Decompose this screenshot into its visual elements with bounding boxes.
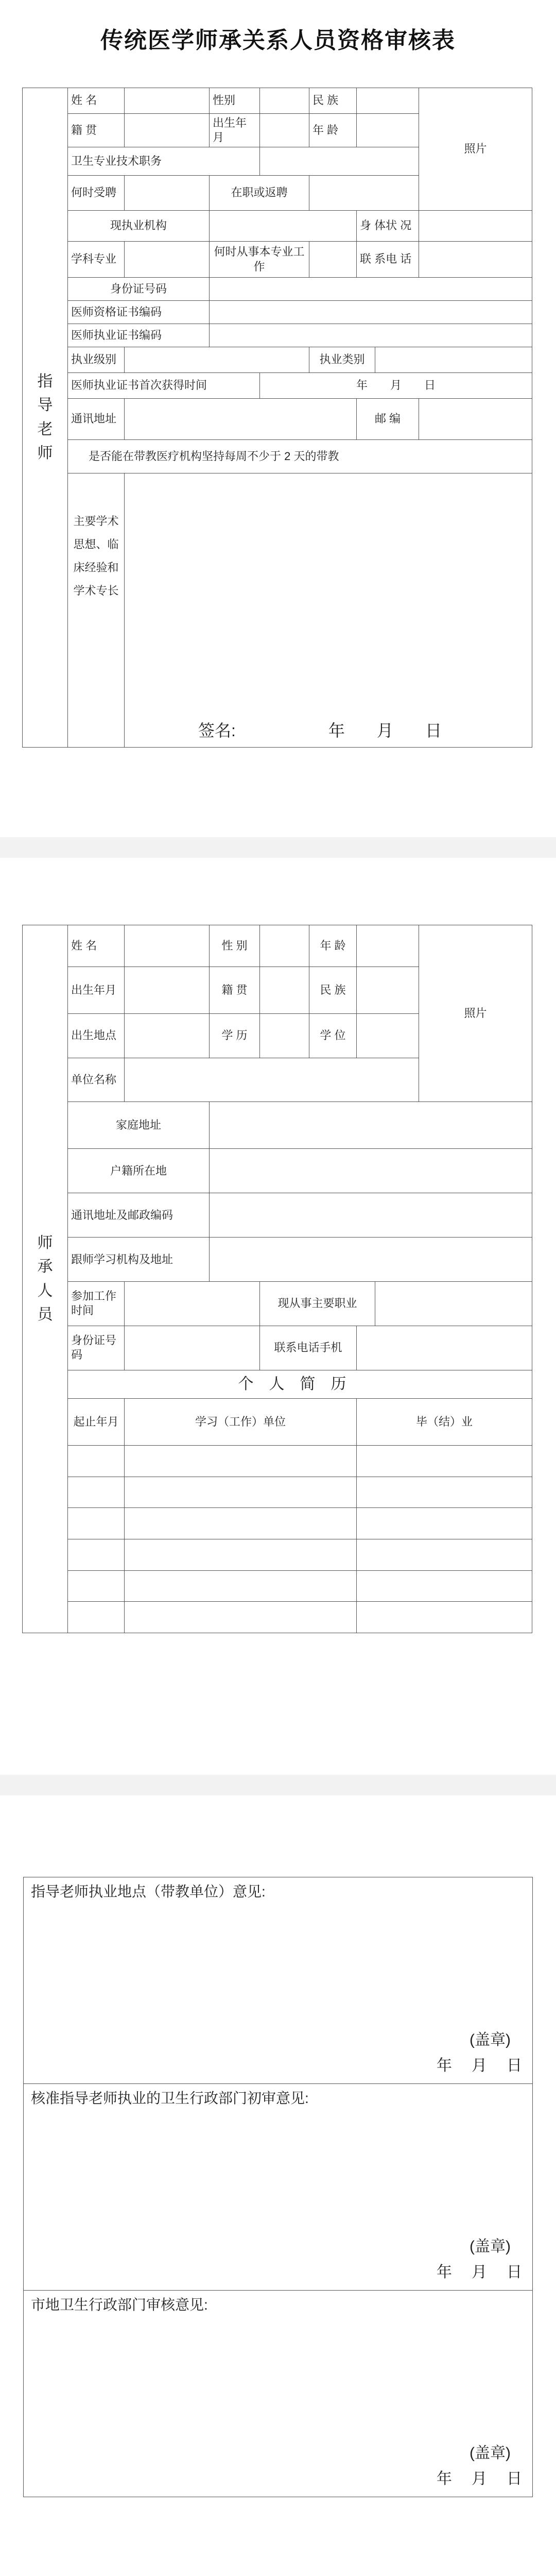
page-apprentice	[0, 858, 556, 1775]
review-block-initial-review[interactable]	[24, 2084, 533, 2291]
label-education: 学 历	[210, 1013, 260, 1058]
resume-cell-unit[interactable]	[125, 1602, 357, 1633]
label-id-no: 身份证号码	[68, 1326, 125, 1370]
field-study-institution[interactable]	[210, 1238, 532, 1282]
field-name[interactable]	[125, 925, 210, 967]
photo-box: 照片	[419, 88, 532, 211]
field-mobile[interactable]	[357, 1326, 532, 1370]
field-institution[interactable]	[210, 211, 357, 242]
sign-month: 月	[376, 721, 393, 740]
resume-cell-unit[interactable]	[125, 1446, 357, 1477]
field-main-work[interactable]	[125, 473, 532, 748]
label-phone: 联 系电 话	[357, 242, 419, 278]
label-since-when: 何时从事本专业工作	[210, 242, 309, 278]
field-birth-date[interactable]	[125, 967, 210, 1013]
label-unit-name: 单位名称	[68, 1058, 125, 1102]
commitment-question: 是否能在带教医疗机构坚持每周不少于 2 天的带教	[68, 440, 532, 473]
page-review	[0, 1795, 556, 2576]
label-practice-cert: 医师执业证书编码	[68, 324, 210, 347]
field-native-place[interactable]	[125, 114, 210, 147]
field-gender[interactable]	[260, 925, 309, 967]
apprentice-form-table	[22, 925, 532, 1633]
field-home-address[interactable]	[210, 1102, 532, 1149]
field-unit-name[interactable]	[125, 1058, 419, 1102]
resume-section-title: 个人简历	[68, 1370, 532, 1399]
resume-col-unit: 学习（工作）单位	[125, 1399, 357, 1446]
label-gender: 性别	[210, 88, 260, 114]
sign-day: 日	[425, 721, 442, 740]
field-practice-level[interactable]	[125, 347, 309, 373]
page-teacher	[0, 0, 556, 837]
label-mail-address: 通讯地址及邮政编码	[68, 1193, 210, 1238]
resume-cell-period[interactable]	[68, 1446, 125, 1477]
resume-cell-unit[interactable]	[125, 1570, 357, 1602]
field-health[interactable]	[419, 211, 532, 242]
review-date-2: 年 月 日	[437, 2264, 522, 2281]
label-health: 身 体状 况	[357, 211, 419, 242]
label-qualification-cert: 医师资格证书编码	[68, 301, 210, 324]
label-practice-level: 执业级别	[68, 347, 125, 373]
review-seal-3: (盖章)	[470, 2445, 511, 2462]
label-study-institution: 跟师学习机构及地址	[68, 1238, 210, 1282]
resume-cell-graduate[interactable]	[357, 1508, 532, 1539]
label-name: 姓 名	[68, 88, 125, 114]
label-ethnicity: 民 族	[309, 88, 357, 114]
resume-col-period: 起止年月	[68, 1399, 125, 1446]
resume-cell-graduate[interactable]	[357, 1477, 532, 1508]
label-address: 通讯地址	[68, 399, 125, 440]
field-household[interactable]	[210, 1149, 532, 1193]
label-degree: 学 位	[309, 1013, 357, 1058]
field-age[interactable]	[357, 925, 419, 967]
resume-row	[23, 1602, 532, 1633]
resume-cell-period[interactable]	[68, 1602, 125, 1633]
field-job-status[interactable]	[309, 176, 419, 211]
field-mail-address[interactable]	[210, 1193, 532, 1238]
resume-row	[23, 1477, 532, 1508]
resume-row	[23, 1539, 532, 1571]
resume-row	[23, 1508, 532, 1539]
field-birthplace[interactable]	[125, 1013, 210, 1058]
resume-cell-unit[interactable]	[125, 1539, 357, 1571]
resume-cell-period[interactable]	[68, 1570, 125, 1602]
label-institution: 现执业机构	[68, 211, 210, 242]
field-id-no[interactable]	[125, 1326, 260, 1370]
apprentice-side-label: 师承人员	[23, 925, 68, 1633]
label-main-work: 主要学术思想、临床经验和学术专长	[68, 473, 125, 748]
review-title-1: 指导老师执业地点（带教单位）意见:	[31, 1884, 266, 1900]
resume-cell-period[interactable]	[68, 1508, 125, 1539]
field-qualification-cert[interactable]	[210, 301, 532, 324]
label-birth-date: 出生年月	[68, 967, 125, 1013]
field-professional-title[interactable]	[260, 147, 419, 176]
label-native-place: 籍 贯	[210, 967, 260, 1013]
resume-cell-period[interactable]	[68, 1539, 125, 1571]
label-home-address: 家庭地址	[68, 1102, 210, 1149]
field-practice-category[interactable]	[375, 347, 532, 373]
field-degree[interactable]	[357, 1013, 419, 1058]
field-ethnicity[interactable]	[357, 967, 419, 1013]
label-appointed-when: 何时受聘	[68, 176, 125, 211]
resume-col-graduate: 毕（结）业	[357, 1399, 532, 1446]
label-job-status: 在职或返聘	[210, 176, 309, 211]
resume-row	[23, 1570, 532, 1602]
review-title-2: 核准指导老师执业的卫生行政部门初审意见:	[31, 2090, 309, 2106]
label-mobile: 联系电话手机	[260, 1326, 357, 1370]
teacher-side-label: 指导老师	[23, 88, 68, 748]
label-name: 姓 名	[68, 925, 125, 967]
review-block-city-review[interactable]	[24, 2291, 533, 2497]
label-age: 年 龄	[309, 925, 357, 967]
label-postcode: 邮 编	[357, 399, 419, 440]
photo-box: 照片	[419, 925, 532, 1102]
label-work-start: 参加工作时间	[68, 1282, 125, 1326]
field-first-cert-date[interactable]: 年 月 日	[260, 373, 532, 399]
label-first-cert-time: 医师执业证书首次获得时间	[68, 373, 260, 399]
review-date-3: 年 月 日	[437, 2470, 522, 2487]
label-profession: 现从事主要职业	[260, 1282, 375, 1326]
field-birth-date[interactable]	[260, 114, 309, 147]
teacher-form-table	[22, 88, 532, 748]
field-age[interactable]	[357, 114, 419, 147]
field-native-place[interactable]	[260, 967, 309, 1013]
field-phone[interactable]	[419, 242, 532, 278]
sign-year: 年	[328, 721, 345, 740]
resume-cell-graduate[interactable]	[357, 1570, 532, 1602]
review-block-teaching-unit[interactable]	[24, 1877, 533, 2084]
field-discipline[interactable]	[125, 242, 210, 278]
label-birthplace: 出生地点	[68, 1013, 125, 1058]
label-birth-date: 出生年月	[210, 114, 260, 147]
label-ethnicity: 民 族	[309, 967, 357, 1013]
review-title-3: 市地卫生行政部门审核意见:	[31, 2297, 208, 2313]
field-postcode[interactable]	[419, 399, 532, 440]
review-date-1: 年 月 日	[437, 2057, 522, 2074]
field-education[interactable]	[260, 1013, 309, 1058]
resume-cell-unit[interactable]	[125, 1508, 357, 1539]
field-gender[interactable]	[260, 88, 309, 114]
field-since-when[interactable]	[309, 242, 357, 278]
label-native-place: 籍 贯	[68, 114, 125, 147]
review-seal-2: (盖章)	[470, 2238, 511, 2255]
field-ethnicity[interactable]	[357, 88, 419, 114]
field-id-no[interactable]	[210, 278, 532, 301]
resume-cell-graduate[interactable]	[357, 1446, 532, 1477]
field-address[interactable]	[125, 399, 357, 440]
review-table	[23, 1877, 533, 2497]
resume-cell-graduate[interactable]	[357, 1602, 532, 1633]
field-appointed-when[interactable]	[125, 176, 210, 211]
label-professional-title: 卫生专业技术职务	[68, 147, 260, 176]
review-seal-1: (盖章)	[470, 2031, 511, 2048]
label-discipline: 学科专业	[68, 242, 125, 278]
resume-cell-period[interactable]	[68, 1477, 125, 1508]
label-household: 户籍所在地	[68, 1149, 210, 1193]
label-age: 年 龄	[309, 114, 357, 147]
field-name[interactable]	[125, 88, 210, 114]
field-profession[interactable]	[375, 1282, 532, 1326]
label-gender: 性 别	[210, 925, 260, 967]
resume-row	[23, 1446, 532, 1477]
sign-label: 签名:	[198, 721, 236, 740]
resume-cell-unit[interactable]	[125, 1477, 357, 1508]
field-practice-cert[interactable]	[210, 324, 532, 347]
resume-cell-graduate[interactable]	[357, 1539, 532, 1571]
field-work-start[interactable]	[125, 1282, 260, 1326]
teacher-signature-line	[198, 718, 442, 741]
label-practice-category: 执业类别	[309, 347, 375, 373]
label-id-no: 身份证号码	[68, 278, 210, 301]
document-title: 传统医学师承关系人员资格审核表	[100, 28, 456, 53]
